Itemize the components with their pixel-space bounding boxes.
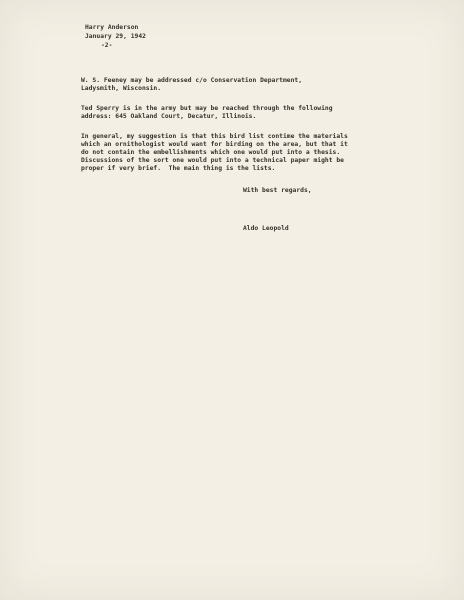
- signature-name: Aldo Leopold: [243, 225, 289, 232]
- paragraph-3-line: proper if very brief. The main thing is the lists.: [81, 165, 276, 172]
- page-number: -2-: [101, 42, 113, 49]
- paragraph-3-line: Discussions of the sort one would put into a technical paper might be: [81, 157, 344, 164]
- paragraph-1-line: W. S. Feeney may be addressed c/o Conservation Department,: [81, 77, 303, 84]
- paragraph-2-line: address: 645 Oakland Court, Decatur, Illinois.: [81, 113, 257, 120]
- recipient-name: Harry Anderson: [85, 24, 139, 31]
- closing-salutation: With best regards,: [243, 187, 312, 194]
- paragraph-1-line: Ladysmith, Wisconsin.: [81, 85, 162, 92]
- paragraph-3-line: do not contain the embellishments which one would put into a thesis.: [81, 149, 341, 156]
- paragraph-2-line: Ted Sperry is in the army but may be reached through the following: [81, 105, 333, 112]
- paragraph-3-line: In general, my suggestion is that this bird list contime the materials: [81, 133, 348, 140]
- paragraph-3-line: which an ornithologist would want for birding on the area, but that it: [81, 141, 348, 148]
- letter-date: January 29, 1942: [85, 33, 146, 40]
